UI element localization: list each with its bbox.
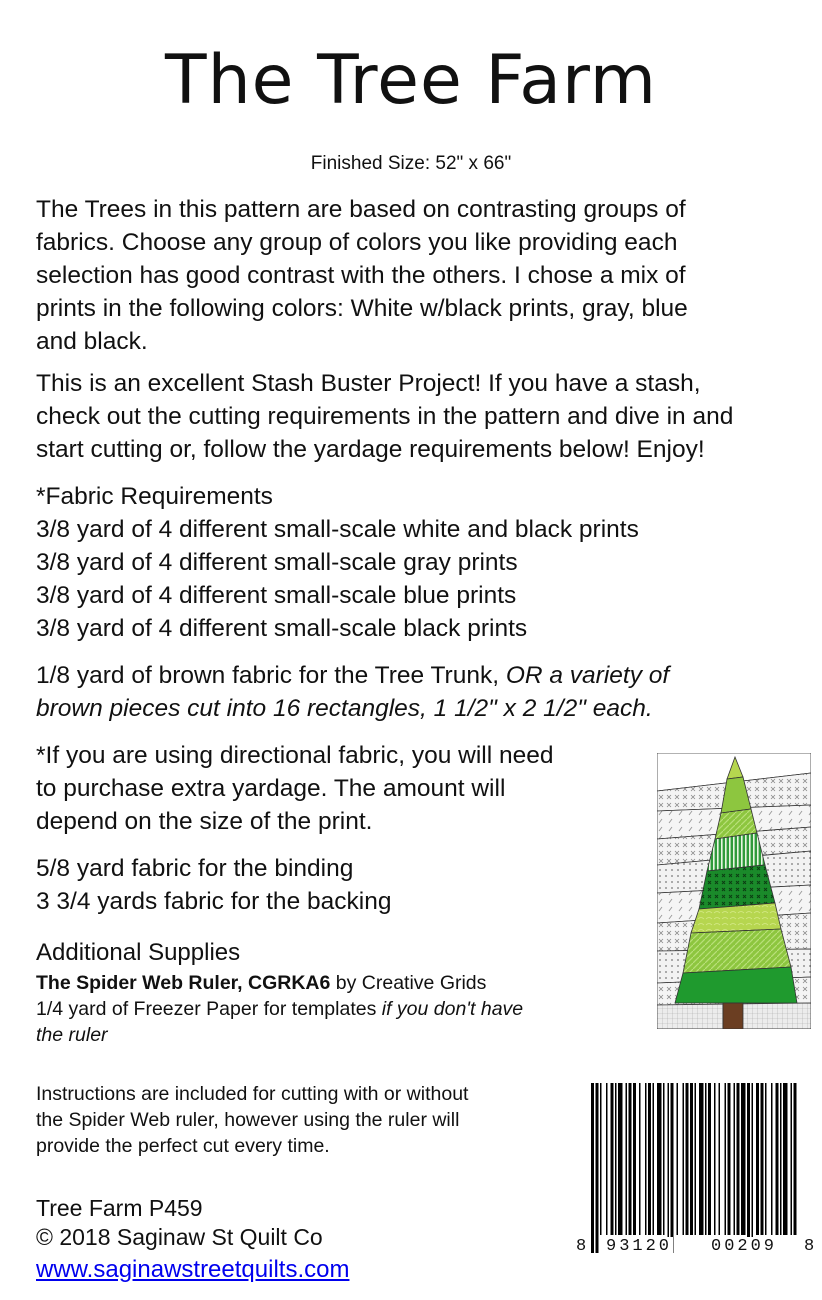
- finished-size: Finished Size: 52" x 66": [310, 153, 512, 174]
- fabric-item: 3/8 yard of 4 different small-scale blue prints: [36, 582, 517, 609]
- intro-line: prints in the following colors: White w/black prints, gray, blue: [36, 295, 688, 322]
- barcode-bar: [791, 1083, 793, 1235]
- barcode-bar: [741, 1083, 746, 1235]
- fabric-item: 3/8 yard of 4 different small-scale black prints: [36, 615, 528, 642]
- barcode-bar: [708, 1083, 711, 1235]
- instructions-line: Instructions are included for cutting with or without: [36, 1083, 469, 1105]
- barcode-bar: [671, 1083, 674, 1253]
- fabric-item: 3/8 yard of 4 different small-scale white and black prints: [36, 516, 639, 543]
- ruler-brand: by Creative Grids: [330, 972, 487, 994]
- directional-line: depend on the size of the print.: [36, 808, 373, 835]
- barcode-bar: [734, 1083, 736, 1235]
- barcode-bar: [765, 1083, 767, 1235]
- barcode-bar: [663, 1083, 665, 1235]
- freezer-line-2: [36, 1022, 626, 1048]
- barcode-bar: [677, 1083, 679, 1235]
- barcode-bar: [705, 1083, 707, 1235]
- trunk-line-1: [36, 659, 796, 692]
- barcode-bar: [783, 1083, 788, 1235]
- intro-line: selection has good contrast with the others. I chose a mix of: [36, 262, 686, 289]
- barcode-bar: [780, 1083, 782, 1235]
- barcode-bar: [719, 1083, 721, 1235]
- directional-line: *If you are using directional fabric, you will need: [36, 742, 554, 769]
- supplies-list: [36, 970, 626, 1048]
- trunk-italic-1: OR a variety of: [505, 662, 670, 689]
- tree-quilt-illustration: [657, 753, 811, 1029]
- barcode-bar: [657, 1083, 662, 1235]
- stash-line: start cutting or, follow the yardage requirements below! Enjoy!: [36, 436, 705, 463]
- instructions-line: provide the perfect cut every time.: [36, 1135, 330, 1157]
- barcode-right-digit: 8: [804, 1237, 815, 1256]
- stash-paragraph: [36, 367, 796, 466]
- barcode-bar: [611, 1083, 614, 1235]
- barcode-bar: [639, 1083, 641, 1235]
- freezer-text: 1/4 yard of Freezer Paper for templates: [36, 998, 382, 1020]
- barcode-group-1: 93120: [606, 1237, 673, 1256]
- barcode-bar: [591, 1083, 594, 1253]
- barcode-bar: [752, 1083, 754, 1253]
- intro-paragraph: [36, 193, 796, 358]
- barcode-bar: [747, 1083, 750, 1253]
- barcode-bar: [618, 1083, 623, 1235]
- stash-line: This is an excellent Stash Buster Project! If you have a stash,: [36, 370, 701, 397]
- trunk-italic-2: brown pieces cut into 16 rectangles, 1 1/2" x 2 1/2" each.: [36, 695, 653, 722]
- barcode-bar: [737, 1083, 740, 1235]
- intro-line: The Trees in this pattern are based on contrasting groups of: [36, 196, 686, 223]
- binding-line: 3 3/4 yards fabric for the backing: [36, 888, 392, 915]
- supplies-heading: Additional Supplies: [36, 939, 241, 966]
- freezer-line: [36, 996, 626, 1022]
- trunk-paragraph: [36, 659, 796, 725]
- barcode-bar: [626, 1083, 628, 1235]
- binding-paragraph: [36, 852, 636, 918]
- barcode-bar: [633, 1083, 636, 1235]
- barcode: [575, 1083, 815, 1258]
- barcode-bar: [629, 1083, 632, 1235]
- barcode-bar: [683, 1083, 685, 1235]
- barcode-bar: [776, 1083, 779, 1235]
- ruler-name: The Spider Web Ruler, CGRKA6: [36, 972, 331, 994]
- intro-line: and black.: [36, 328, 148, 355]
- barcode-bar: [686, 1083, 689, 1235]
- barcode-bar: [771, 1083, 773, 1235]
- instructions-line: the Spider Web ruler, however using the ruler will: [36, 1109, 460, 1131]
- barcode-bar: [600, 1083, 602, 1235]
- barcode-bar: [725, 1083, 727, 1235]
- barcode-bar: [653, 1083, 655, 1235]
- directional-paragraph: [36, 739, 636, 838]
- barcode-bar: [728, 1083, 731, 1235]
- barcode-group-2: 00209: [711, 1237, 778, 1256]
- barcode-bar: [756, 1083, 759, 1235]
- barcode-bar: [596, 1083, 599, 1253]
- barcode-bar: [648, 1083, 651, 1235]
- barcode-bar: [699, 1083, 704, 1235]
- barcode-bar: [761, 1083, 764, 1235]
- trunk-normal: 1/8 yard of brown fabric for the Tree Trunk,: [36, 662, 506, 689]
- stash-line: check out the cutting requirements in the pattern and dive in and: [36, 403, 734, 430]
- barcode-bar: [615, 1083, 617, 1235]
- pattern-number: Tree Farm P459: [36, 1195, 203, 1221]
- fabric-heading: *Fabric Requirements: [36, 483, 273, 510]
- fabric-item: 3/8 yard of 4 different small-scale gray prints: [36, 549, 518, 576]
- barcode-bar: [695, 1083, 697, 1235]
- barcode-left-digit: 8: [576, 1237, 587, 1256]
- intro-line: fabrics. Choose any group of colors you like providing each: [36, 229, 678, 256]
- website-link[interactable]: www.saginawstreetquilts.com: [36, 1256, 350, 1283]
- barcode-bar: [606, 1083, 608, 1235]
- trunk-line-2: [36, 692, 796, 725]
- barcode-bar: [690, 1083, 693, 1235]
- page-title: The Tree Farm: [165, 41, 657, 120]
- copyright: © 2018 Saginaw St Quilt Co: [36, 1224, 323, 1250]
- footer-block: [36, 1194, 323, 1252]
- binding-line: 5/8 yard fabric for the binding: [36, 855, 354, 882]
- fabric-requirements: [36, 480, 796, 645]
- barcode-bar: [668, 1083, 670, 1253]
- barcode-bar: [645, 1083, 647, 1235]
- freezer-italic-2: the ruler: [36, 1024, 108, 1046]
- instructions-paragraph: [36, 1081, 566, 1159]
- directional-line: to purchase extra yardage. The amount will: [36, 775, 506, 802]
- barcode-bar: [794, 1083, 797, 1235]
- ruler-line: [36, 970, 626, 996]
- freezer-italic-1: if you don't have: [381, 998, 524, 1020]
- barcode-bar: [714, 1083, 716, 1235]
